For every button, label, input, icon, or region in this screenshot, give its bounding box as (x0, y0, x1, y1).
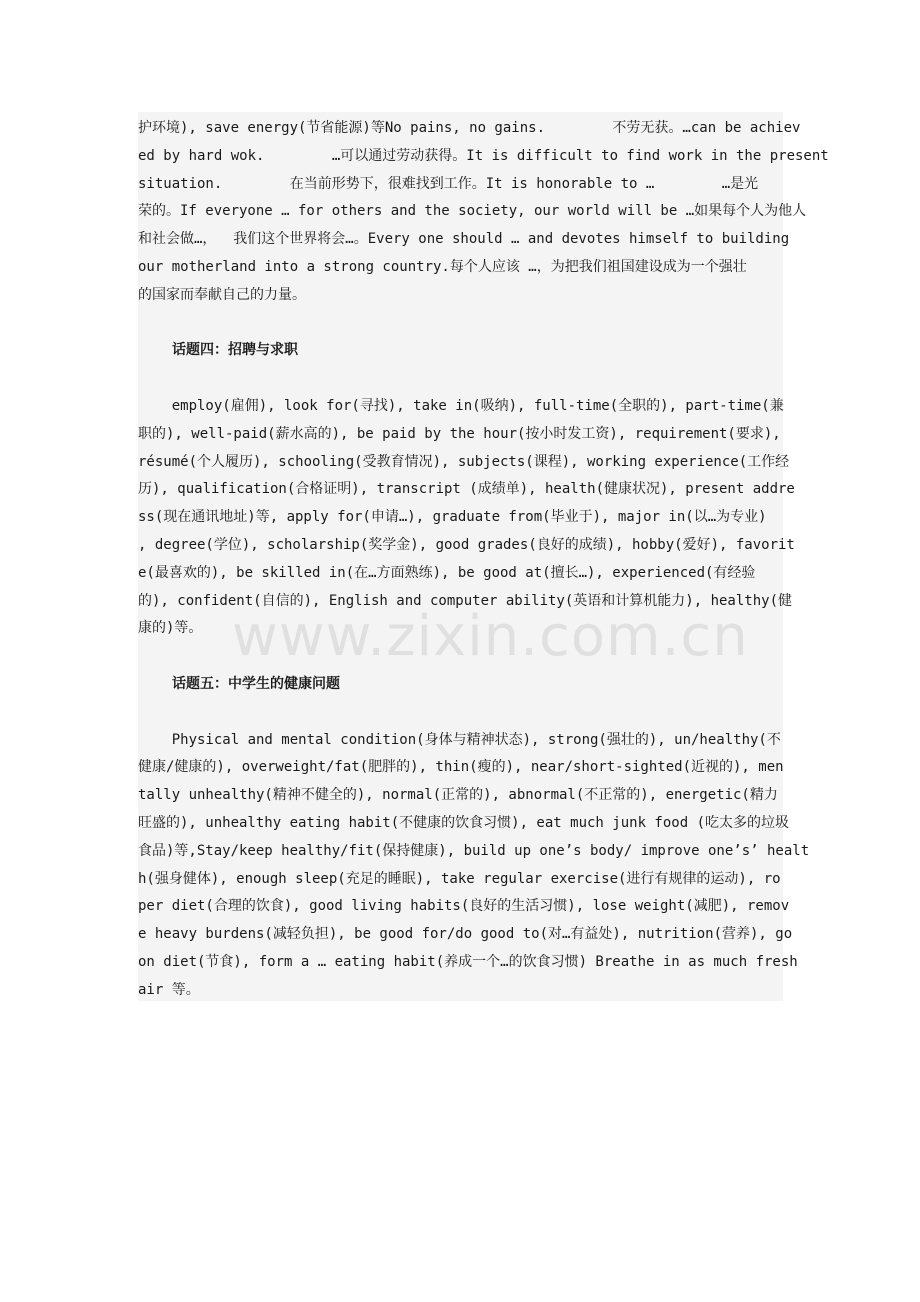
text-line: tally unhealthy(精神不健全的), normal(正常的), abnormal(不正常的), energetic(精力 (138, 787, 778, 804)
topic5-paragraph (138, 727, 828, 1005)
text-line: 康的)等。 (138, 620, 203, 637)
text-line: employ(雇佣), look for(寻找), take in(吸纳), full-time(全职的), part-time(兼 (138, 397, 784, 414)
text-line: résumé(个人履历), schooling(受教育情况), subjects(课程), working experience(工作经 (138, 453, 790, 470)
document-body (138, 115, 828, 1005)
topic4-heading: 话题四：招聘与求职 (172, 342, 298, 359)
text-line: 荣的。If everyone … for others and the society, our world will be …如果每个人为他人 (138, 203, 807, 220)
text-line: 护环境), save energy(节省能源)等No pains, no gains. 不劳无获。…can be achiev (138, 120, 801, 136)
text-line: ed by hard wok. …可以通过劳动获得。It is difficult to find work in the present (138, 147, 829, 164)
text-line: 职的), well-paid(薪水高的), be paid by the hour(按小时发工资), requirement(要求), (138, 425, 781, 442)
text-line: , degree(学位), scholarship(奖学金), good grades(良好的成绩), hobby(爱好), favorit (138, 536, 795, 553)
text-line: h(强身健体), enough sleep(充足的睡眠), take regular exercise(进行有规律的运动), ro (138, 870, 781, 887)
text-line: e heavy burdens(减轻负担), be good for/do good to(对…有益处), nutrition(营养), go (138, 926, 793, 943)
text-line: 食品)等,Stay/keep healthy/fit(保持健康), build up one’s body/ improve one’s’ healt (138, 842, 810, 859)
text-line: 健康/健康的), overweight/fat(肥胖的), thin(瘦的), near/short-sighted(近视的), men (138, 759, 784, 776)
text-line: e(最喜欢的), be skilled in(在…方面熟练), be good at(擅长…), experienced(有经验 (138, 564, 756, 581)
text-line: air 等。 (138, 981, 200, 998)
watermark: www.zixin.com.cn (232, 604, 749, 669)
text-line: our motherland into a strong country.每个人应该 …，为把我们祖国建设成为一个强壮 (138, 258, 747, 275)
text-line: ss(现在通讯地址)等, apply for(申请…), graduate from(毕业于), major in(以…为专业) (138, 509, 767, 526)
intro-paragraph (138, 115, 828, 310)
text-line: situation. 在当前形势下，很难找到工作。It is honorable to … …是光 (138, 175, 759, 192)
text-line: 的国家而奉献自己的力量。 (138, 286, 306, 303)
text-line: per diet(合理的饮食), good living habits(良好的生活习惯), lose weight(减肥), remov (138, 898, 790, 915)
text-line: on diet(节食), form a … eating habit(养成一个…的饮食习惯) Breathe in as much fresh (138, 953, 798, 970)
topic4-paragraph (138, 393, 828, 643)
text-line: 的), confident(自信的), English and computer ability(英语和计算机能力), healthy(健 (138, 592, 793, 609)
text-line: 和社会做…， 我们这个世界将会…。Every one should … and devotes himself to building (138, 231, 790, 248)
topic5-heading: 话题五：中学生的健康问题 (172, 675, 340, 692)
text-line: 旺盛的), unhealthy eating habit(不健康的饮食习惯), eat much junk food (吃太多的垃圾 (138, 814, 790, 831)
text-line: Physical and mental condition(身体与精神状态), strong(强壮的), un/healthy(不 (138, 731, 781, 748)
text-line: 历), qualification(合格证明), transcript (成绩单), health(健康状况), present addre (138, 481, 795, 498)
